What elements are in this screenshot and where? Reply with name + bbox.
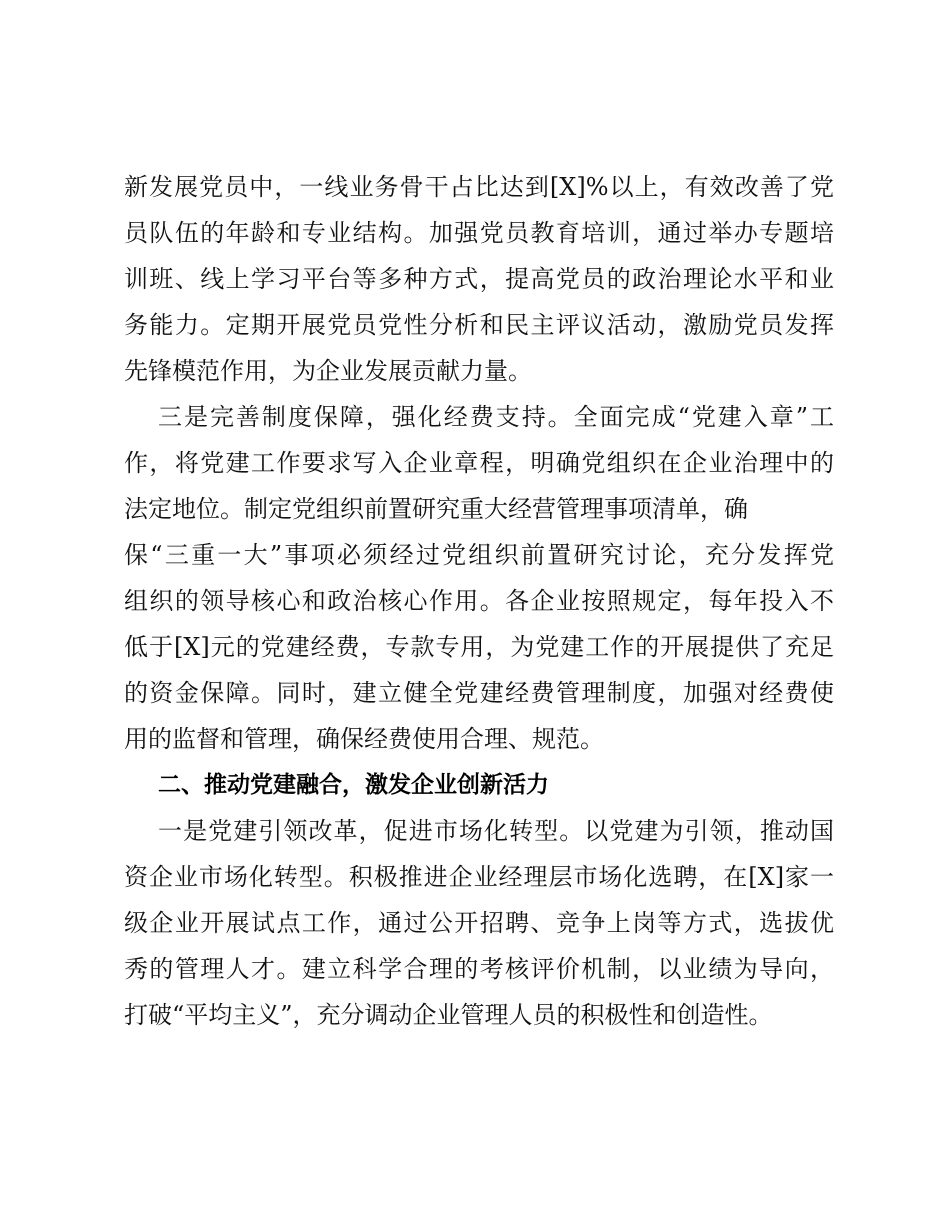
paragraph-line: 先锋模范作用，为企业发展贡献力量。 — [124, 357, 532, 385]
paragraph-line: 的资金保障。同时，建立健全党建经费管理制度，加强对经费使 — [124, 679, 834, 707]
paragraph-line: 秀的管理人才。建立科学合理的考核评价机制，以业绩为导向， — [124, 955, 834, 983]
paragraph-line: 低于[X]元的党建经费，专款专用，为党建工作的开展提供了充足 — [124, 633, 834, 661]
section-heading: 二、推动党建融合，激发企业创新活力 — [158, 772, 549, 798]
paragraph-line: 用的监督和管理，确保经费使用合理、规范。 — [124, 725, 604, 753]
paragraph-line: 打破“平均主义”，充分调动企业管理人员的积极性和创造性。 — [124, 1001, 773, 1029]
document-body — [124, 164, 834, 1038]
paragraph-line: 资企业市场化转型。积极推进企业经理层市场化选聘，在[X]家一 — [124, 863, 834, 891]
paragraph-line: 级企业开展试点工作，通过公开招聘、竞争上岗等方式，选拔优 — [124, 909, 834, 937]
paragraph-line: 训班、线上学习平台等多种方式，提高党员的政治理论水平和业 — [124, 265, 834, 293]
paragraph-line: 作，将党建工作要求写入企业章程，明确党组织在企业治理中的 — [124, 449, 834, 477]
paragraph-line: 员队伍的年龄和专业结构。加强党员教育培训，通过举办专题培 — [124, 219, 834, 247]
paragraph-line: 保“三重一大”事项必须经过党组织前置研究讨论，充分发挥党 — [124, 541, 834, 569]
paragraph-line: 新发展党员中，一线业务骨干占比达到[X]%以上，有效改善了党 — [124, 173, 834, 201]
paragraph-line: 组织的领导核心和政治核心作用。各企业按照规定，每年投入不 — [124, 587, 834, 615]
paragraph-line: 一是党建引领改革，促进市场化转型。以党建为引领，推动国 — [158, 817, 834, 845]
paragraph-line: 法定地位。制定党组织前置研究重大经营管理事项清单，确 — [124, 495, 748, 523]
paragraph-line: 务能力。定期开展党员党性分析和民主评议活动，激励党员发挥 — [124, 311, 834, 339]
paragraph-line: 三是完善制度保障，强化经费支持。全面完成“党建入章”工 — [158, 403, 834, 431]
